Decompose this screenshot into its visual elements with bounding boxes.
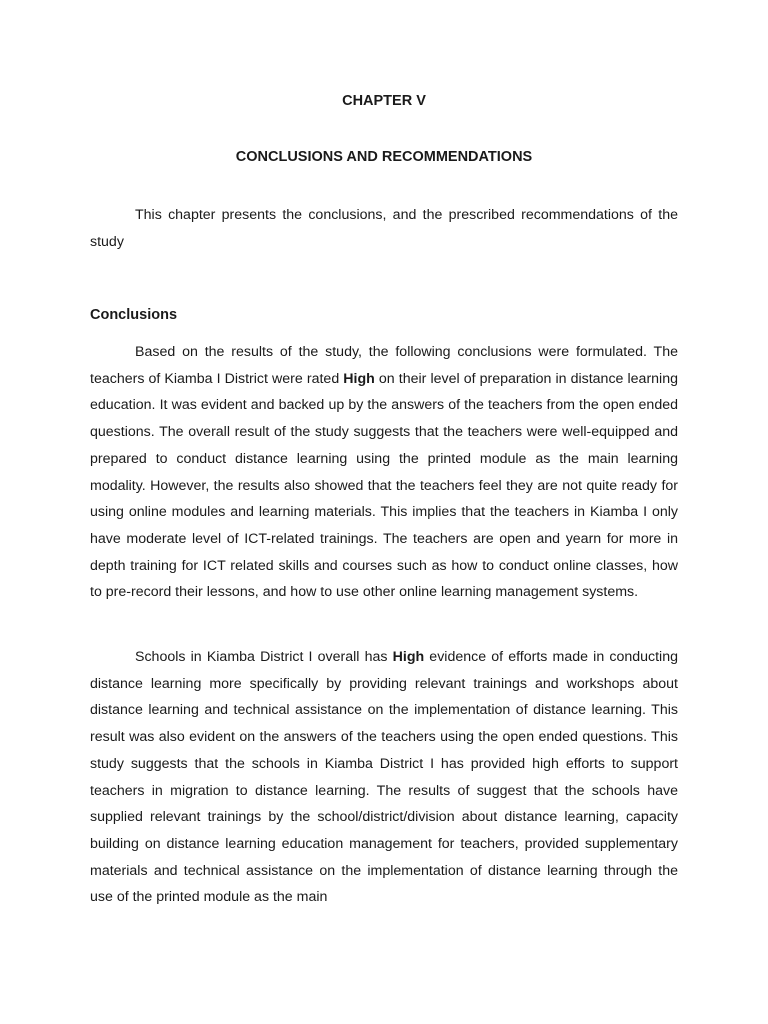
emphasis-text: High [392, 649, 425, 665]
conclusions-paragraph-1 [90, 339, 678, 606]
paragraph-text: evidence of efforts made in conducting distance learning more specifically by providing relevant trainings and workshops about distance learning and technical assistance on the implementation of distance learning. This result was also evident on the answers of the teachers using the open ended questions. This study suggests that the schools in Kiamba District I has provided high efforts to support teachers in migration to distance learning. The results of suggest that the schools have supplied relevant trainings by the school/district/division about distance learning, capacity building on distance learning education management for teachers, provided supplementary materials and technical assistance on the implementation of distance learning through the use of the printed module as the main [90, 649, 678, 906]
paragraph-text: Based on the results of the study, the following conclusions were formulated. The teachers of Kiamba I District were rated [90, 344, 678, 387]
chapter-title: CHAPTER V [342, 93, 426, 109]
paragraph-text: Schools in Kiamba District I overall has [135, 649, 393, 665]
chapter-subtitle: CONCLUSIONS AND RECOMMENDATIONS [235, 149, 533, 165]
section-heading-conclusions: Conclusions [90, 307, 178, 323]
emphasis-text: High [343, 370, 375, 387]
paragraph-text: on their level of preparation in distance learning education. It was evident and backed up by the answers of the teachers from the open ended questions. The overall result of the study suggests that the teachers were well-equipped and prepared to conduct distance learning using the printed module as the main learning modality. However, the results also showed that the teachers feel they are not quite ready for using online modules and learning materials. This implies that the teachers in Kiamba I only have moderate level of ICT-related trainings. The teachers are open and yearn for more in depth training for ICT related skills and courses such as how to conduct online classes, how to pre-record their lessons, and how to use other online learning management systems. [90, 370, 678, 601]
intro-paragraph: This chapter presents the conclusions, and the prescribed recommendations of the study [90, 207, 678, 250]
conclusions-paragraph-2 [90, 644, 678, 911]
